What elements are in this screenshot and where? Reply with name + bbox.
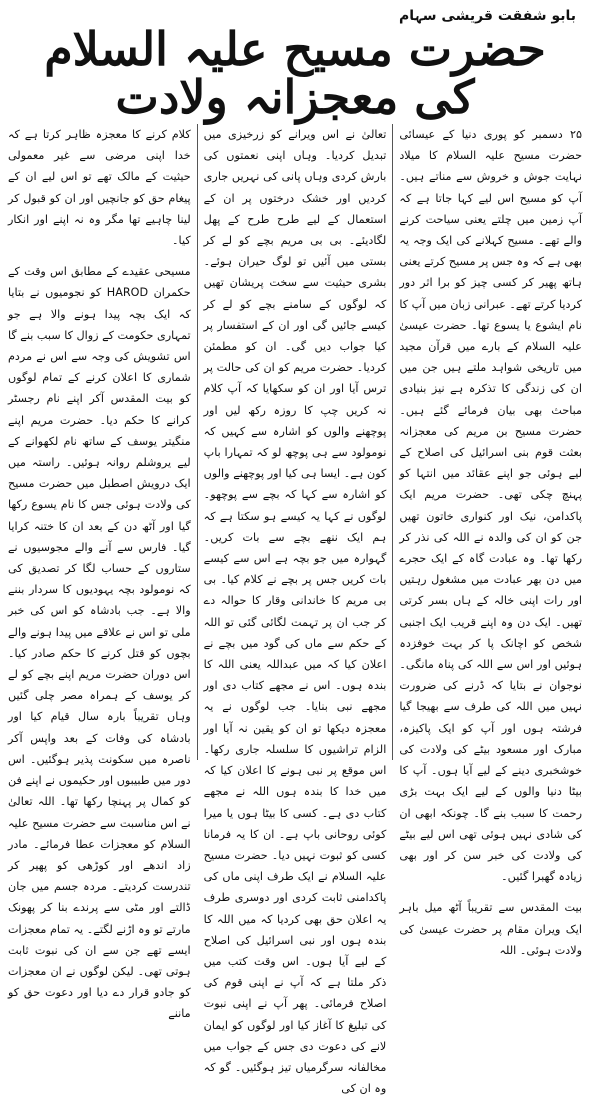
paragraph: بیت المقدس سے تقریباً آٹھ میل باہر ایک ویران مقام پر حضرت عیسیٰ کی ولادت ہوئی۔ اللہ (399, 901, 582, 957)
article-body (7, 124, 582, 1096)
article-headline: حضرت مسیح علیہ السلام کی معجزانہ ولادت (44, 21, 546, 124)
paragraph: کلام کرنے کا معجزہ ظاہر کرتا ہے کہ خدا اپنی مرضی سے غیر معمولی حیثیت کے مالک تھے تو اس لیے ان کے پیغام حق کو جانچیں اور ان کو قبول کر لینا چاہیے تھا مگر وہ نہ اپنے اور انکار کیا۔ (7, 128, 191, 248)
paragraph: مسیحی عقیدے کے مطابق اس وقت کے حکمران HAROD کو نجومیوں نے بتایا کہ ایک بچہ پیدا ہونے والا ہے جو تمہاری حکومت کے زوال کا سبب بنے گا اس تشویش کی وجہ سے اس نے مردم شماری کا اعلان کرنے کے تمام لوگوں کو بیت المقدس آکر اپنے نام رجسٹر کرانے کا حکم دیا۔ حضرت مریم اپنے منگیتر یوسف کے ساتھ نام لکھوانے کے لیے یروشلم روانہ ہوئیں۔ راستہ میں ایک درویش اصطبل میں حضرت مسیح کی ولادت ہوئی جس کا نام یسوع رکھا گیا اور آٹھ دن کے بعد ان کا ختنہ کرایا گیا۔ فارس سے آنے والے مجوسیوں نے ستاروں کے حساب لگا کر تصدیق کی کہ نومولود بچہ یہودیوں کا سردار بننے والا ہے۔ جب بادشاہ کو اس کی خبر ملی تو اس نے علاقے میں پیدا ہونے والے بچوں کو قتل کرنے کا حکم صادر کیا۔ اس دوران حضرت مریم اپنے بچے کو لے کر یوسف کے ہمراہ مصر چلی گئیں وہاں تقریباً بارہ سال قیام کیا اور بادشاہ کی وفات کے بعد واپس آکر ناصرہ میں سکونت پذیر ہوگئیں۔ اس دور میں طبیبوں اور حکیموں نے اپنے فن کو کمال پر پہنچا رکھا تھا۔ اللہ تعالیٰ نے اس مناسبت سے حضرت مسیح علیہ السلام کو معجزات عطا فرمائے۔ مادر زاد اندھے اور کوڑھی کو پھیر کر تندرست کردیتے۔ مردہ جسم میں جان ڈالتے اور مٹی سے پرندے بنا کر پھونک مارتے تو وہ اڑنے لگتے۔ یہ تمام معجزات ایسے تھے جن سے ان کی نبوت ثابت ہوتی تھی۔ لیکن لوگوں نے ان معجزات کو جادو قرار دے دیا اور دعوت حق کو ماننے (7, 265, 191, 1021)
column-1 (399, 124, 582, 957)
column-2 (203, 124, 387, 1096)
paragraph: ۲۵ دسمبر کو پوری دنیا کے عیسائی حضرت مسیح علیہ السلام کا میلاد نہایت جوش و خروش سے مناتے ہیں۔ آپ کو مسیح اس لیے کہا جاتا ہے کہ آپ زمین میں چلتے یعنی سیاحت کرنے والے تھے۔ مسیح کہلانے کی ایک وجہ یہ بھی ہے کہ وہ جس پر مسیح کرتے یعنی ہاتھ پھیر کر کسی چیز کو برا اثر دور کردیا کرتے تھے۔ عبرانی زبان میں آپ کا نام ایشوع یا یسوع تھا۔ حضرت عیسیٰ علیہ السلام کے بارے میں قرآن مجید میں تاریخی شواہد ملتے ہیں جن میں ان کی زندگی کا تذکرہ ہے نیز بنیادی مباحث بھی بیان فرمائے گئے ہیں۔ حضرت مسیح بن مریم کی معجزانہ بعثت قوم بنی اسرائیل کی اصلاح کے لیے ہوئی جو اپنے عقائد میں انتہا کو پہنچ چکی تھی۔ حضرت مریم ایک پاکدامن، نیک اور کنواری خاتون تھیں جن کو ان کی والدہ نے اللہ کی نذر کر رکھا تھا۔ وہ عبادت گاہ کے ایک حجرے میں دن بھر عبادت میں مشغول رہتیں اور رات اپنی خالہ کے ہاں بسر کرتی تھیں۔ ایک دن وہ اپنے قریب ایک اجنبی شخص کو اچانک پا کر بہت خوفزدہ ہوئیں اور اس سے اللہ کی پناہ مانگی۔ نوجوان نے بتایا کہ ڈرنے کی ضرورت نہیں میں اللہ کی طرف سے بھیجا گیا فرشتہ ہوں اور آپ کو ایک پاکیزہ، مبارک اور مسعود بیٹے کی ولادت کی خوشخبری دینے کے لیے آیا ہوں۔ آپ کا بیٹا دنیا والوں کے لیے ایک بہت بڑی رحمت کا سبب بنے گا۔ چونکہ ابھی ان کی شادی نہیں ہوئی تھی اس لیے بیٹے کی ولادت کی خبر سن کر اور بھی زیادہ گھبرا گئیں۔ (399, 128, 582, 884)
byline: بابو شفقت قریشی سہام (399, 8, 576, 24)
column-divider (392, 124, 393, 760)
column-divider (197, 124, 198, 760)
column-3 (7, 124, 191, 1021)
paragraph: تعالیٰ نے اس ویرانے کو زرخیزی میں تبدیل کردیا۔ وہاں اپنی نعمتوں کی بارش کردی وہاں پانی کی نہریں جاری کردیں اور خشک درختوں پر ان کے استعمال کے لیے طرح طرح کے پھل لگادیئے۔ بی بی مریم بچے کو لے کر بستی میں آئیں تو لوگ حیران ہوئے۔ بشری حیثیت سے سخت پریشان تھیں کہ لوگوں کے سامنے بچے کو لے کر کیسے جائیں گی اور ان کے استفسار پر کیا جواب دیں گی۔ ان کو مطمئن کردیا۔ حضرت مریم کو ان کی حالت پر ترس آیا اور ان کو سکھایا کہ آپ کلام نہ کریں چپ کا روزہ رکھ لیں اور پوچھنے والوں کو اشارہ سے کہیں کہ نومولود سے ہی پوچھ لو کہ تمہارا باپ کون ہے۔ ایسا ہی کیا اور پوچھنے والوں کو اشارہ سے کہا کہ بچے سے پوچھو۔ لوگوں نے کہا یہ کیسے ہو سکتا ہے کہ ہم ایک ننھے بچے سے بات کریں۔ گہوارہ میں جو بچہ ہے اس سے کیسے بات کریں جس پر بچے نے کلام کیا۔ بی بی مریم کا خاندانی وقار کا حوالہ دے کر جب ان پر تہمت لگائی گئی تو اللہ کے حکم سے ماں کی گود میں بچے نے اعلان کیا کہ میں عبداللہ یعنی اللہ کا بندہ ہوں۔ اس نے مجھے کتاب دی اور مجھے نبی بنایا۔ جب لوگوں نے یہ معجزہ دیکھا تو ان کو یقین نہ آیا اور الزام تراشیوں کا سلسلہ جاری رکھا۔ اس موقع پر نبی ہونے کا اعلان کیا کہ میں خدا کا بندہ ہوں اللہ نے مجھے کتاب دی ہے۔ کسی کا بیٹا ہوں یا میرا کوئی روحانی باپ ہے۔ ان کا یہ فرمانا کسی کو ثبوت نہیں دیا۔ حضرت مسیح علیہ السلام نے ایک طرف اپنی ماں کی پاکدامنی ثابت کردی اور دوسری طرف یہ اعلان حق بھی کردیا کہ میں اللہ کا بندہ ہوں اور نبی اسرائیل کی اصلاح کے لیے آیا ہوں۔ اس وقت کتب میں ذکر ملتا ہے کہ آپ نے اپنی قوم کی اصلاح فرمائی۔ پھر آپ نے اپنی نبوت کی تبلیغ کا آغاز کیا اور لوگوں کو ایمان لانے کی دعوت دی جس کے جواب میں مخالفانہ سرگرمیاں تیز ہوگئیں۔ گو کہ وہ ان کی (203, 128, 387, 1096)
